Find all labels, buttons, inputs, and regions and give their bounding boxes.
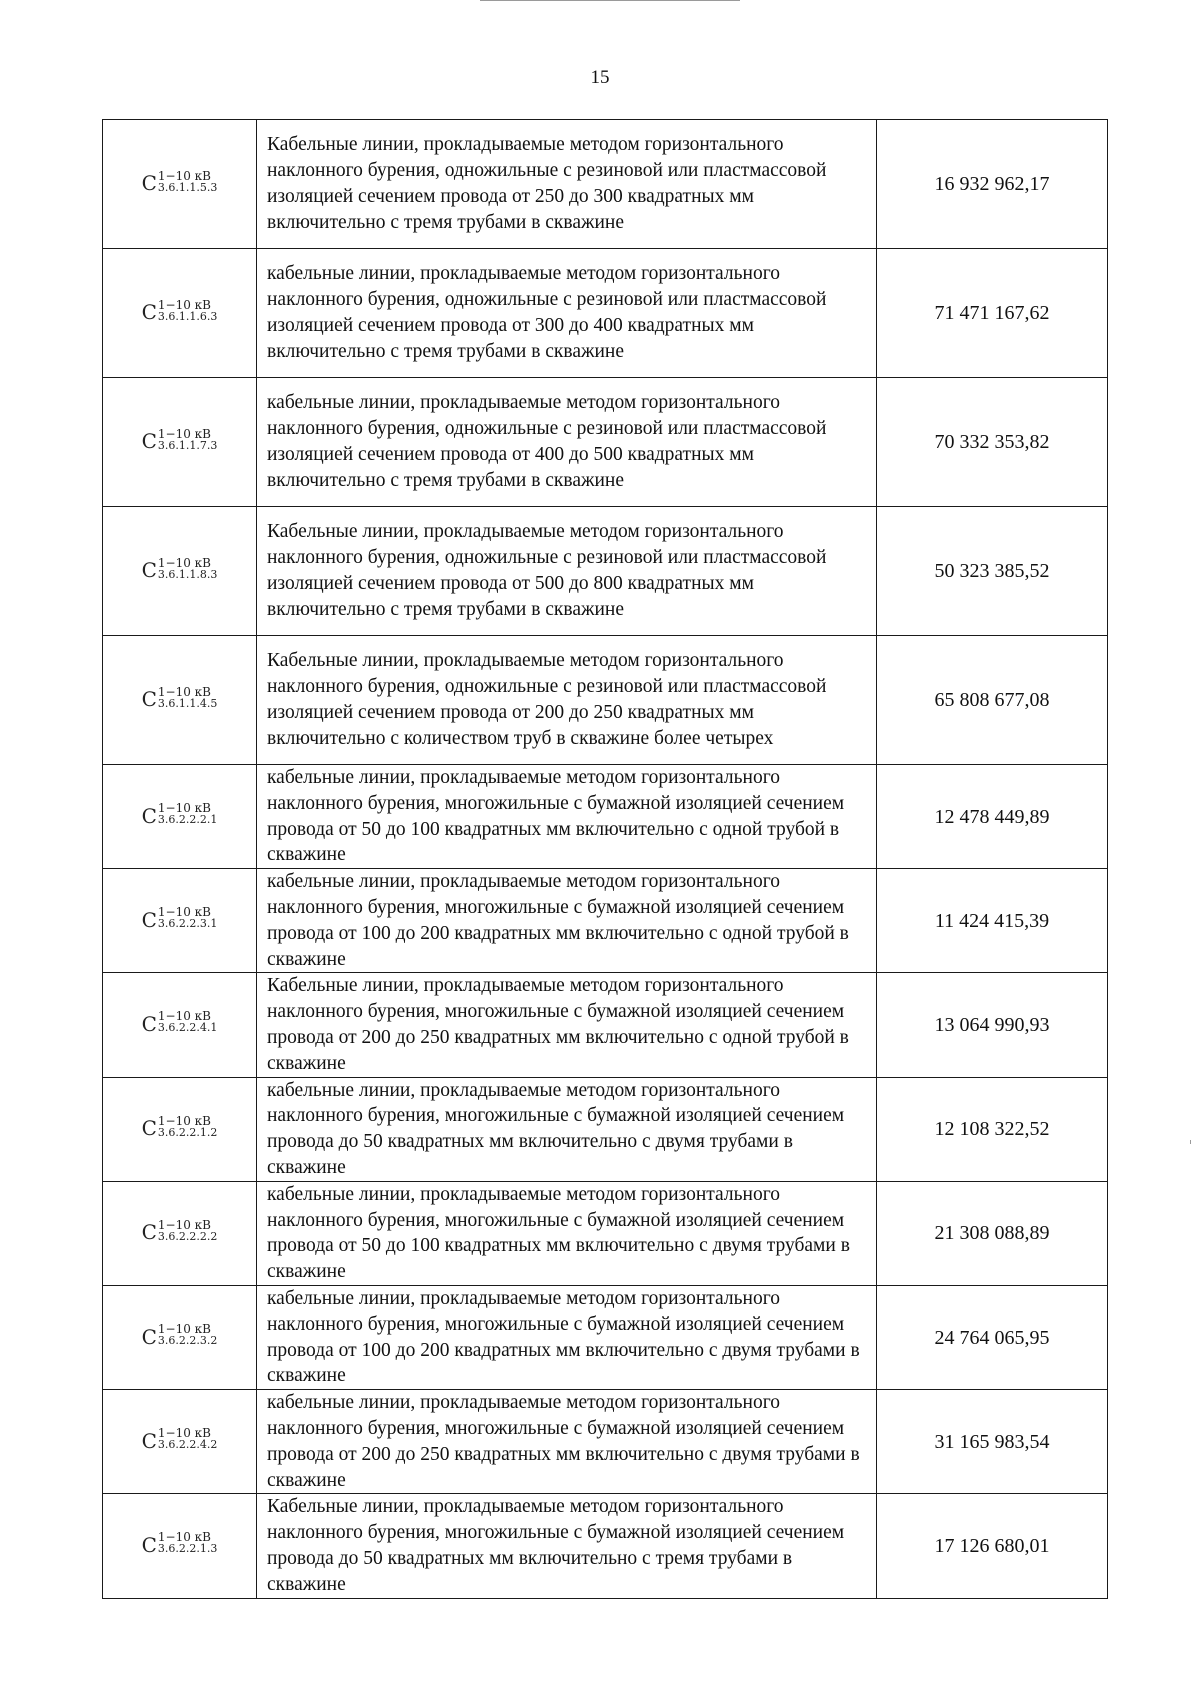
table-row <box>103 507 1108 636</box>
value-cell: 50 323 385,52 <box>877 507 1108 636</box>
code-letter: C <box>141 1011 157 1036</box>
tariff-code <box>141 905 218 932</box>
code-voltage-superscript: 1−10 кВ <box>157 1113 211 1128</box>
table-row <box>103 249 1108 378</box>
value-cell: 71 471 167,62 <box>877 249 1108 378</box>
code-index-subscript: 3.6.2.2.2.2 <box>157 1229 218 1243</box>
value-cell: 16 932 962,17 <box>877 120 1108 249</box>
code-voltage-superscript: 1−10 кВ <box>157 801 211 816</box>
code-cell <box>103 636 257 765</box>
code-voltage-superscript: 1−10 кВ <box>157 1009 211 1024</box>
code-index-subscript: 3.6.2.2.3.2 <box>157 1334 218 1348</box>
table-row <box>103 973 1108 1077</box>
code-letter: C <box>141 558 157 582</box>
tariff-code <box>141 684 218 711</box>
code-index-subscript: 3.6.2.2.1.2 <box>157 1125 218 1139</box>
description-cell: кабельные линии, прокладываемые методом горизонтального наклонного бурения, многожильные с бумажной изоляцией сечением провода до 50 квадратных мм включительно с двумя трубами в скважине <box>257 1077 877 1181</box>
table-row <box>103 1181 1108 1285</box>
code-indices <box>157 1322 218 1348</box>
code-index-subscript: 3.6.2.2.4.1 <box>157 1021 218 1035</box>
tariff-code <box>141 426 218 453</box>
code-index-subscript: 3.6.1.1.4.5 <box>157 696 218 710</box>
tariff-code <box>141 1322 218 1349</box>
value-cell: 11 424 415,39 <box>877 869 1108 973</box>
value-cell: 12 108 322,52 <box>877 1077 1108 1181</box>
code-cell <box>103 249 257 378</box>
code-cell <box>103 378 257 507</box>
code-index-subscript: 3.6.2.2.1.3 <box>157 1542 218 1556</box>
code-letter: C <box>141 429 157 453</box>
tariff-code <box>141 1217 218 1245</box>
description-cell: кабельные линии, прокладываемые методом горизонтального наклонного бурения, многожильные с бумажной изоляцией сечением провода от 100 до 200 квадратных мм включительно с одной трубой в скважине <box>257 869 877 973</box>
code-index-subscript: 3.6.2.2.2.1 <box>157 813 218 827</box>
tariff-code <box>141 1426 218 1453</box>
code-cell <box>103 1181 257 1285</box>
value-cell: 24 764 065,95 <box>877 1285 1108 1389</box>
code-cell <box>103 1285 257 1389</box>
description-cell: Кабельные линии, прокладываемые методом горизонтального наклонного бурения, одножильные с резиновой или пластмассовой изоляцией сечением провода от 250 до 300 квадратных мм включительно с тремя трубами в скважине <box>257 120 877 249</box>
code-voltage-superscript: 1−10 кВ <box>157 905 211 920</box>
tariff-code <box>141 555 218 582</box>
value-cell: 70 332 353,82 <box>877 378 1108 507</box>
code-letter: C <box>141 1324 157 1349</box>
value-cell: 65 808 677,08 <box>877 636 1108 765</box>
code-index-subscript: 3.6.1.1.5.3 <box>157 180 218 194</box>
description-cell: Кабельные линии, прокладываемые методом горизонтального наклонного бурения, одножильные с резиновой или пластмассовой изоляцией сечением провода от 500 до 800 квадратных мм включительно с тремя трубами в скважине <box>257 507 877 636</box>
scan-artifact <box>1190 1140 1191 1144</box>
scan-artifact <box>480 0 740 1</box>
tariff-code <box>141 1113 218 1141</box>
description-cell: кабельные линии, прокладываемые методом горизонтального наклонного бурения, многожильные с бумажной изоляцией сечением провода от 50 до 100 квадратных мм включительно с двумя трубами в скважине <box>257 1181 877 1285</box>
code-voltage-superscript: 1−10 кВ <box>157 1530 211 1545</box>
code-indices <box>157 297 218 323</box>
code-voltage-superscript: 1−10 кВ <box>157 426 211 441</box>
code-index-subscript: 3.6.1.1.7.3 <box>157 438 218 452</box>
description-cell: кабельные линии, прокладываемые методом горизонтального наклонного бурения, многожильные с бумажной изоляцией сечением провода от 200 до 250 квадратных мм включительно с двумя трубами в скважине <box>257 1390 877 1494</box>
tariff-code <box>141 1530 218 1557</box>
code-voltage-superscript: 1−10 кВ <box>157 168 211 183</box>
code-indices <box>157 1217 218 1243</box>
table-row <box>103 765 1108 869</box>
tariff-table <box>102 119 1108 1599</box>
code-index-subscript: 3.6.1.1.8.3 <box>157 567 218 581</box>
code-voltage-superscript: 1−10 кВ <box>157 684 211 699</box>
table-row <box>103 378 1108 507</box>
code-indices <box>157 801 218 827</box>
code-indices <box>157 168 218 194</box>
code-letter: C <box>141 907 157 932</box>
code-indices <box>157 1009 218 1035</box>
table-row <box>103 636 1108 765</box>
table-row <box>103 120 1108 249</box>
code-index-subscript: 3.6.2.2.3.1 <box>157 917 218 931</box>
code-cell <box>103 1390 257 1494</box>
code-voltage-superscript: 1−10 кВ <box>157 297 211 312</box>
value-cell: 17 126 680,01 <box>877 1494 1108 1598</box>
table-row <box>103 1390 1108 1494</box>
value-cell: 13 064 990,93 <box>877 973 1108 1077</box>
code-letter: C <box>141 1532 157 1557</box>
code-indices <box>157 426 218 452</box>
code-letter: C <box>141 1220 157 1245</box>
code-indices <box>157 684 218 710</box>
tariff-code <box>141 1009 218 1036</box>
code-indices <box>157 905 218 931</box>
description-cell: Кабельные линии, прокладываемые методом горизонтального наклонного бурения, одножильные с резиновой или пластмассовой изоляцией сечением провода от 200 до 250 квадратных мм включительно с количеством труб в скважине более четырех <box>257 636 877 765</box>
table-row <box>103 1077 1108 1181</box>
code-indices <box>157 1113 218 1139</box>
description-cell: кабельные линии, прокладываемые методом горизонтального наклонного бурения, многожильные с бумажной изоляцией сечением провода от 100 до 200 квадратных мм включительно с двумя трубами в скважине <box>257 1285 877 1389</box>
code-cell <box>103 120 257 249</box>
table-row <box>103 869 1108 973</box>
code-cell <box>103 869 257 973</box>
code-indices <box>157 1426 218 1452</box>
code-indices <box>157 555 218 581</box>
value-cell: 12 478 449,89 <box>877 765 1108 869</box>
code-cell <box>103 1494 257 1598</box>
code-voltage-superscript: 1−10 кВ <box>157 1426 211 1441</box>
description-cell: кабельные линии, прокладываемые методом горизонтального наклонного бурения, многожильные с бумажной изоляцией сечением провода от 50 до 100 квадратных мм включительно с одной трубой в скважине <box>257 765 877 869</box>
code-letter: C <box>141 687 157 711</box>
tariff-code <box>141 297 218 324</box>
code-voltage-superscript: 1−10 кВ <box>157 1217 211 1232</box>
code-voltage-superscript: 1−10 кВ <box>157 1322 211 1337</box>
page-number: 15 <box>590 67 610 88</box>
code-letter: C <box>141 1428 157 1453</box>
code-letter: C <box>141 803 157 828</box>
table-row <box>103 1285 1108 1389</box>
table-row <box>103 1494 1108 1598</box>
description-cell: кабельные линии, прокладываемые методом горизонтального наклонного бурения, одножильные с резиновой или пластмассовой изоляцией сечением провода от 300 до 400 квадратных мм включительно с тремя трубами в скважине <box>257 249 877 378</box>
description-cell: Кабельные линии, прокладываемые методом горизонтального наклонного бурения, многожильные с бумажной изоляцией сечением провода от 200 до 250 квадратных мм включительно с одной трубой в скважине <box>257 973 877 1077</box>
code-cell <box>103 1077 257 1181</box>
code-index-subscript: 3.6.1.1.6.3 <box>157 309 218 323</box>
description-cell: Кабельные линии, прокладываемые методом горизонтального наклонного бурения, многожильные с бумажной изоляцией сечением провода до 50 квадратных мм включительно с тремя трубами в скважине <box>257 1494 877 1598</box>
code-cell <box>103 507 257 636</box>
code-cell <box>103 765 257 869</box>
description-cell: кабельные линии, прокладываемые методом горизонтального наклонного бурения, одножильные с резиновой или пластмассовой изоляцией сечением провода от 400 до 500 квадратных мм включительно с тремя трубами в скважине <box>257 378 877 507</box>
tariff-code <box>141 168 218 195</box>
code-letter: C <box>141 171 157 195</box>
code-cell <box>103 973 257 1077</box>
value-cell: 21 308 088,89 <box>877 1181 1108 1285</box>
code-letter: C <box>141 300 157 324</box>
code-index-subscript: 3.6.2.2.4.2 <box>157 1438 218 1452</box>
code-voltage-superscript: 1−10 кВ <box>157 555 211 570</box>
code-indices <box>157 1530 218 1556</box>
value-cell: 31 165 983,54 <box>877 1390 1108 1494</box>
code-letter: C <box>141 1116 157 1141</box>
tariff-code <box>141 801 218 828</box>
